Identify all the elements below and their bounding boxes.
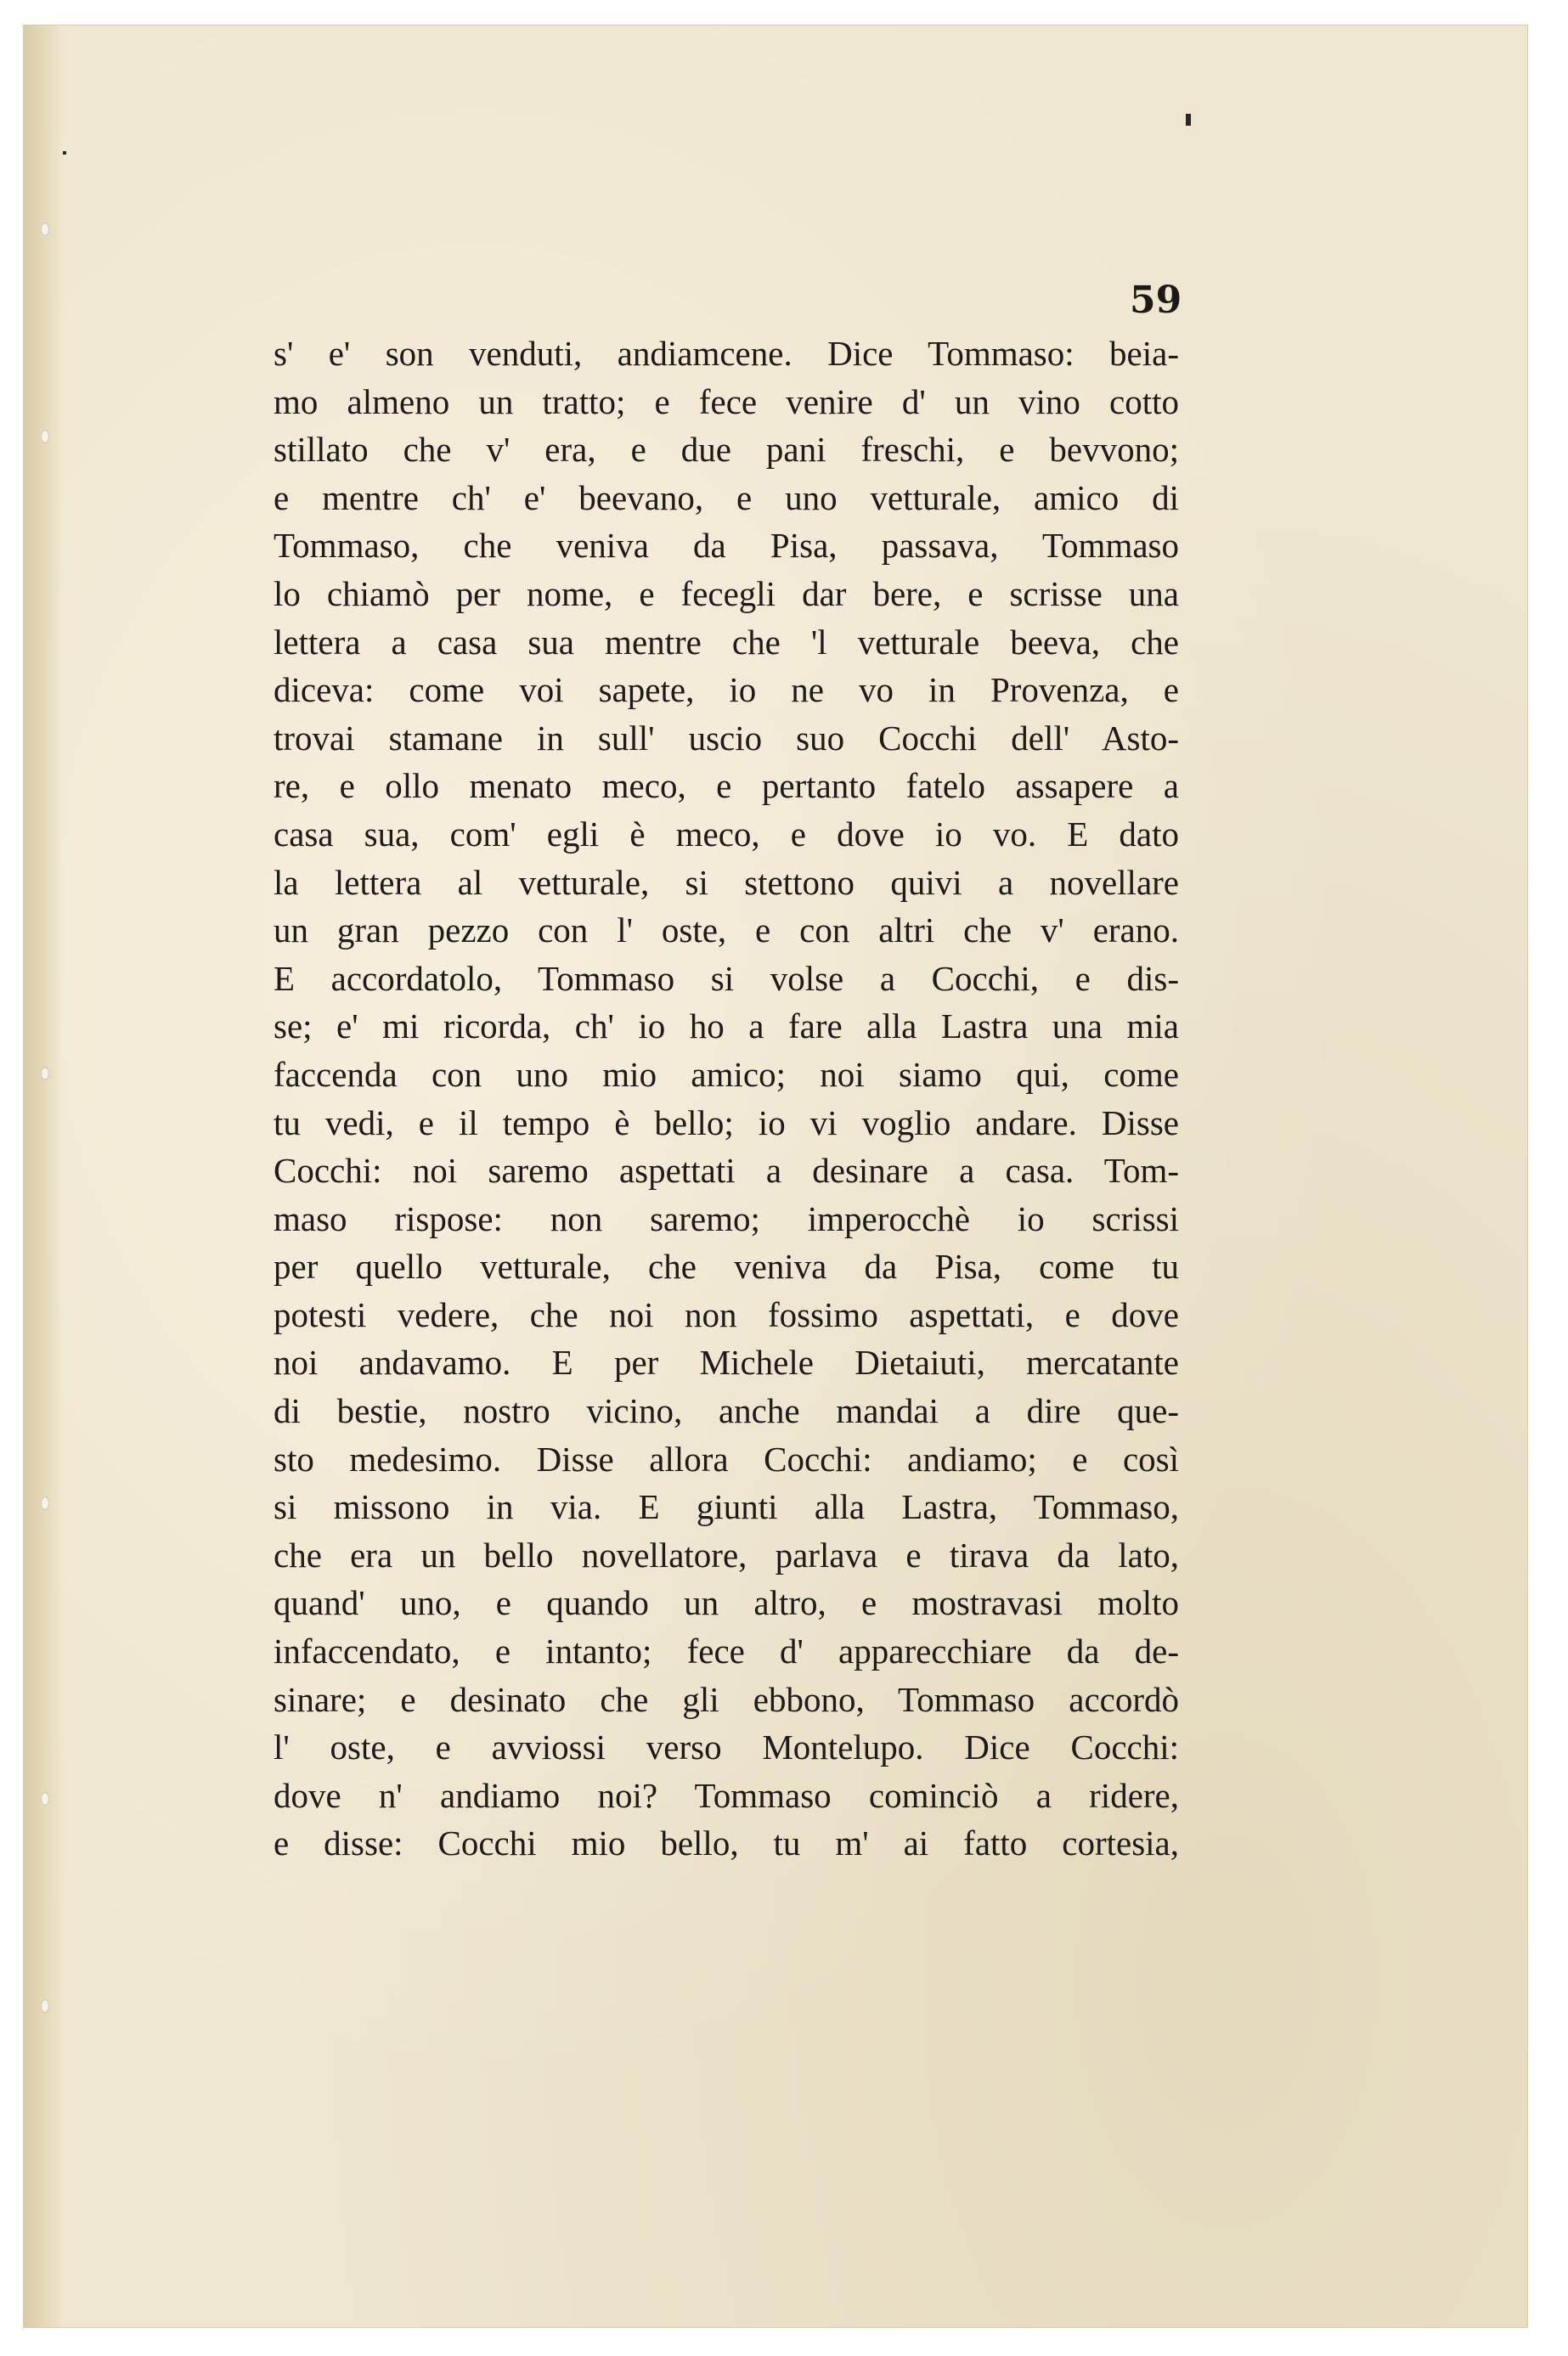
- binding-hole: [41, 223, 49, 236]
- text-line: Tommaso, che veniva da Pisa, passava, Tommaso: [274, 526, 1179, 566]
- body-text: [274, 330, 1179, 1868]
- text-line: e mentre ch' e' beevano, e uno vetturale, amico di: [274, 477, 1179, 517]
- text-line: diceva: come voi sapete, io ne vo in Provenza, e: [274, 670, 1179, 710]
- binding-hole: [41, 1792, 49, 1806]
- text-line: l' oste, e avviossi verso Montelupo. Dice Cocchi:: [274, 1728, 1179, 1767]
- text-line: trovai stamane in sull' uscio suo Cocchi dell' Asto-: [274, 718, 1179, 758]
- text-line: che era un bello novellatore, parlava e tirava da lato,: [274, 1535, 1179, 1575]
- text-line: noi andavamo. E per Michele Dietaiuti, mercatante: [274, 1343, 1179, 1383]
- page-number: 59: [1130, 279, 1182, 322]
- page-spine-shadow: [24, 25, 63, 2327]
- text-line: potesti vedere, che noi non fossimo aspettati, e dove: [274, 1294, 1179, 1334]
- binding-hole: [41, 1067, 49, 1080]
- binding-hole: [41, 1999, 49, 2013]
- ink-speck: [1186, 114, 1191, 126]
- text-line: re, e ollo menato meco, e pertanto fatelo assapere a: [274, 766, 1179, 806]
- text-line: se; e' mi ricorda, ch' io ho a fare alla Lastra una mia: [274, 1006, 1179, 1046]
- text-line: un gran pezzo con l' oste, e con altri che v' erano.: [274, 910, 1179, 950]
- text-line: Cocchi: noi saremo aspettati a desinare a casa. Tom-: [274, 1151, 1179, 1191]
- text-line: di bestie, nostro vicino, anche mandai a dire que-: [274, 1391, 1179, 1431]
- text-line: sto medesimo. Disse allora Cocchi: andiamo; e così: [274, 1439, 1179, 1479]
- binding-hole: [41, 1496, 49, 1510]
- text-line: si missono in via. E giunti alla Lastra, Tommaso,: [274, 1487, 1179, 1527]
- text-line: dove n' andiamo noi? Tommaso cominciò a ridere,: [274, 1775, 1179, 1815]
- text-line: lo chiamò per nome, e fecegli dar bere, e scrisse una: [274, 573, 1179, 613]
- binding-hole: [41, 430, 49, 443]
- text-line: per quello vetturale, che veniva da Pisa, come tu: [274, 1247, 1179, 1287]
- text-line: la lettera al vetturale, si stettono quivi a novellare: [274, 862, 1179, 902]
- text-line: s' e' son venduti, andiamcene. Dice Tommaso: beia-: [274, 334, 1179, 373]
- text-line: sinare; e desinato che gli ebbono, Tommaso accordò: [274, 1679, 1179, 1719]
- text-line: E accordatolo, Tommaso si volse a Cocchi, e dis-: [274, 958, 1179, 998]
- text-line: e disse: Cocchi mio bello, tu m' ai fatto cortesia,: [274, 1823, 1179, 1863]
- text-line: infaccendato, e intanto; fece d' apparecchiare da de-: [274, 1632, 1179, 1671]
- text-line: tu vedi, e il tempo è bello; io vi voglio andare. Disse: [274, 1102, 1179, 1142]
- text-line: maso rispose: non saremo; imperocchè io scrissi: [274, 1198, 1179, 1238]
- text-line: faccenda con uno mio amico; noi siamo qui, come: [274, 1054, 1179, 1094]
- ink-speck: [63, 151, 66, 155]
- text-line: stillato che v' era, e due pani freschi, e bevvono;: [274, 430, 1179, 470]
- text-line: quand' uno, e quando un altro, e mostravasi molto: [274, 1583, 1179, 1623]
- text-line: casa sua, com' egli è meco, e dove io vo. E dato: [274, 814, 1179, 854]
- text-line: mo almeno un tratto; e fece venire d' un vino cotto: [274, 381, 1179, 421]
- text-line: lettera a casa sua mentre che 'l vetturale beeva, che: [274, 622, 1179, 662]
